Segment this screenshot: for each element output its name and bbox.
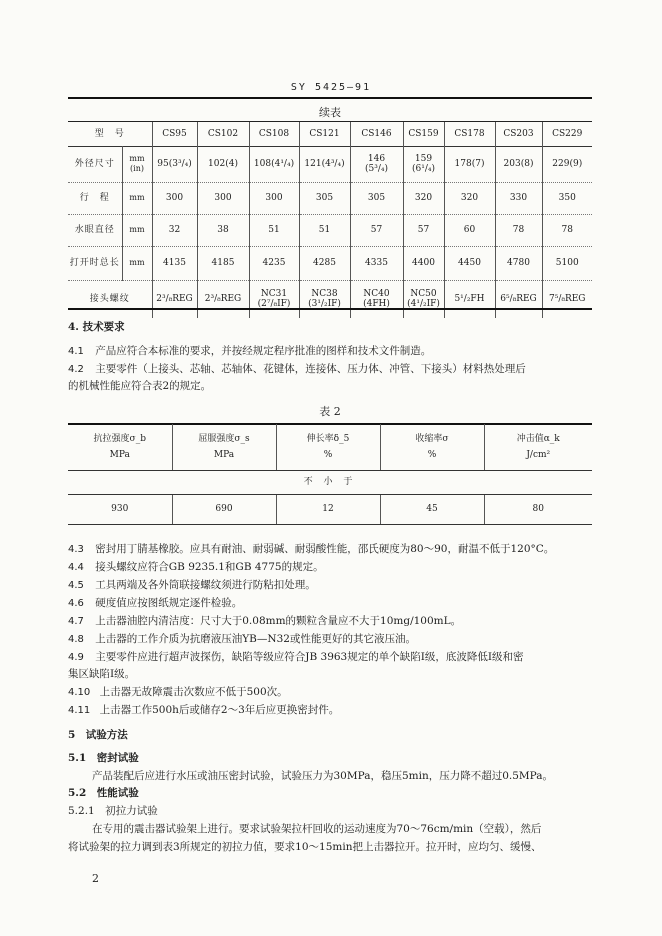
table-cell: 300 [249,182,299,214]
table-cell: NC38 (3¹/₂IF) [299,280,350,318]
list-item [68,542,554,557]
section4-title: 4. 技术要求 [68,321,125,333]
row-unit: mm [122,246,152,280]
table1 [68,122,592,318]
model-cell: CS203 [495,122,542,146]
row-label: 打开时总长 [68,246,122,280]
model-cell: CS146 [350,122,403,146]
para-4-2-cont: 的机械性能应符合表2的规定。 [68,380,212,392]
table-cell: 4780 [495,246,542,280]
table-cell: NC31 (2⁷/₈IF) [249,280,299,318]
table-cell: 350 [558,193,576,203]
table2-span-label: 不 小 于 [68,470,592,494]
table-cell: 95(3³/₄) [152,146,197,182]
para-4-2 [68,362,526,377]
table-cell: 51 [249,214,299,246]
list-item [68,650,524,665]
table-cell: 108(4¹/₄) [249,146,299,182]
list-item-cont: 集区缺陷Ⅰ级。 [68,668,136,680]
table-cell: 320 [403,182,444,214]
table-cell: NC40 (4FH) [350,280,403,318]
header-unit: MPa [213,449,235,460]
header-unit: % [323,449,333,460]
table-cell: 4235 [249,246,299,280]
para-text: 上击器油腔内清洁度：尺寸大于0.08mm的颗粒含量应不大于10mg/100mL。 [95,615,462,627]
table1-header-label: 型 号 [68,122,152,146]
table-cell: 930 [68,494,172,524]
list-item [68,596,242,611]
table-cell: 320 [444,182,495,214]
section5-title: 5 试验方法 [68,729,128,741]
table-cell: 2³/₈REG [152,280,197,318]
list-item [68,578,316,593]
section5-2-1-line2: 将试验架的拉力调到表3所规定的初拉力值，要求10～15min把上击器拉开。拉开时，应均匀、缓慢、 [68,841,542,853]
page-number: 2 [92,872,99,885]
header-label: 抗拉强度σ_b [93,433,146,444]
row-unit: mm [122,214,152,246]
table-cell: 5¹/₂FH [444,280,495,318]
row-unit: mm (in) [122,146,152,182]
header-unit: MPa [109,449,130,460]
table2-header-cell [68,424,172,470]
table-cell: 305 [299,182,350,214]
model-cell: CS178 [444,122,495,146]
para-text: 硬度值应按图纸规定逐件检验。 [95,597,243,609]
table2-header-cell [484,424,592,470]
para-text: 接头螺纹应符合GB 9235.1和GB 4775的规定。 [95,561,324,573]
table2-header-cell [380,424,484,470]
table-cell: 102(4) [197,146,249,182]
table1-caption: 续表 [319,106,341,119]
table2-header-cell [276,424,380,470]
table2 [68,424,592,525]
para-number: 4.4 [68,562,84,573]
table-cell: 45 [380,494,484,524]
row-label: 外径尺寸 [68,146,122,182]
table-cell: 6⁵/₈REG [495,280,542,318]
para-text: 上击器工作500h后或储存2～3年后应更换密封件。 [99,704,340,716]
row-label: 水眼直径 [68,214,122,246]
table-cell: 4450 [444,246,495,280]
table-cell: 159 (6¹/₄) [403,146,444,182]
table-cell: NC50 (4¹/₂IF) [403,280,444,318]
para-number: 4.3 [68,544,84,555]
para-number: 4.1 [68,346,84,357]
model-cell: CS108 [249,122,299,146]
para-text: 主要零件应进行超声波探伤，缺陷等级应符合JB 3963规定的单个缺陷Ⅰ级，底波降低Ⅰ级和密 [95,651,524,663]
table-cell: 4135 [152,246,197,280]
header-label: 屈服强度σ_s [198,433,250,444]
para-number: 4.9 [68,652,84,663]
para-text: 主要零件（上接头、芯轴、芯轴体、花键体，连接体、压力体、冲管、下接头）材料热处理后 [95,363,526,375]
table-cell: 330 [495,182,542,214]
list-item [68,632,416,647]
table-cell: 4185 [197,246,249,280]
section5-1-title: 5.1 密封试验 [68,752,139,764]
list-item [68,614,461,629]
section5-1-text: 产品装配后应进行水压或油压密封试验，试验压力为30MPa，稳压5min，压力降不超过0.5MPa。 [92,770,554,782]
document-code: SY 5425—91 [290,82,372,93]
para-text: 上击器无故障震击次数应不低于500次。 [99,686,288,698]
header-label: 收缩率σ [415,433,449,444]
table-cell: 7⁵/₈REG [548,294,586,305]
table-cell: 229(9) [552,159,583,169]
table-cell: 57 [403,214,444,246]
table-cell: 178(7) [444,146,495,182]
table-cell: 4285 [299,246,350,280]
para-number: 4.6 [68,598,84,609]
table-cell: 4400 [403,246,444,280]
model-cell: CS229 [552,128,583,139]
row-label: 接头螺纹 [68,280,152,318]
table-cell: 121(4³/₄) [299,146,350,182]
table-cell: 32 [152,214,197,246]
list-item [68,703,339,718]
table-cell: 146 (5³/₄) [350,146,403,182]
table-cell: 80 [484,494,592,524]
table-cell: 300 [197,182,249,214]
para-text: 密封用丁腈基橡胶。应具有耐油、耐弱碱、耐弱酸性能，邵氏硬度为80～90，耐温不低于120°C。 [95,543,555,555]
table-cell: 78 [495,214,542,246]
table1-bottom-rule [68,308,592,310]
table-cell: 305 [350,182,403,214]
para-text: 产品应符合本标准的要求，并按经规定程序批准的图样和技术文件制造。 [95,345,432,357]
table2-caption: 表 2 [319,405,341,418]
header-unit: J/cm² [526,449,551,460]
section5-2-title: 5.2 性能试验 [68,787,139,799]
table-cell: 38 [197,214,249,246]
row-unit: mm [122,182,152,214]
para-number: 4.8 [68,634,84,645]
para-number: 4.11 [68,705,91,716]
table1-top-rule [68,97,592,99]
model-cell: CS95 [152,122,197,146]
para-number: 4.7 [68,616,84,627]
table-cell: 51 [299,214,350,246]
model-cell: CS102 [197,122,249,146]
table-cell: 60 [444,214,495,246]
para-number: 4.2 [68,364,84,375]
table-cell: 78 [561,225,573,235]
para-number: 4.5 [68,580,84,591]
table-cell: 690 [172,494,276,524]
header-label: 冲击值α_k [516,433,560,444]
table-cell: 300 [152,182,197,214]
table-cell: 57 [350,214,403,246]
table-cell: 4335 [350,246,403,280]
table2-header-cell [172,424,276,470]
para-text: 工具两端及各外筒联接螺纹须进行防粘扣处理。 [95,579,316,591]
model-cell: CS121 [299,122,350,146]
table-cell: 203(8) [495,146,542,182]
table-cell: 2³/₈REG [197,280,249,318]
table-cell: 12 [276,494,380,524]
para-number: 4.10 [68,687,91,698]
row-label: 行 程 [68,182,122,214]
section5-2-1-line1: 在专用的震击器试验架上进行。要求试验架拉杆回收的运动速度为70～76cm/min（空载），然后 [92,823,542,835]
header-unit: % [427,449,437,460]
header-label: 伸长率δ_5 [306,433,350,444]
table-cell: 5100 [555,258,579,268]
section5-2-1-title: 5.2.1 初拉力试验 [68,805,158,817]
model-cell: CS159 [403,122,444,146]
para-4-1 [68,344,431,359]
list-item [68,685,288,700]
para-text: 上击器的工作介质为抗磨液压油YB—N32或性能更好的其它液压油。 [95,633,416,645]
list-item [68,560,324,575]
